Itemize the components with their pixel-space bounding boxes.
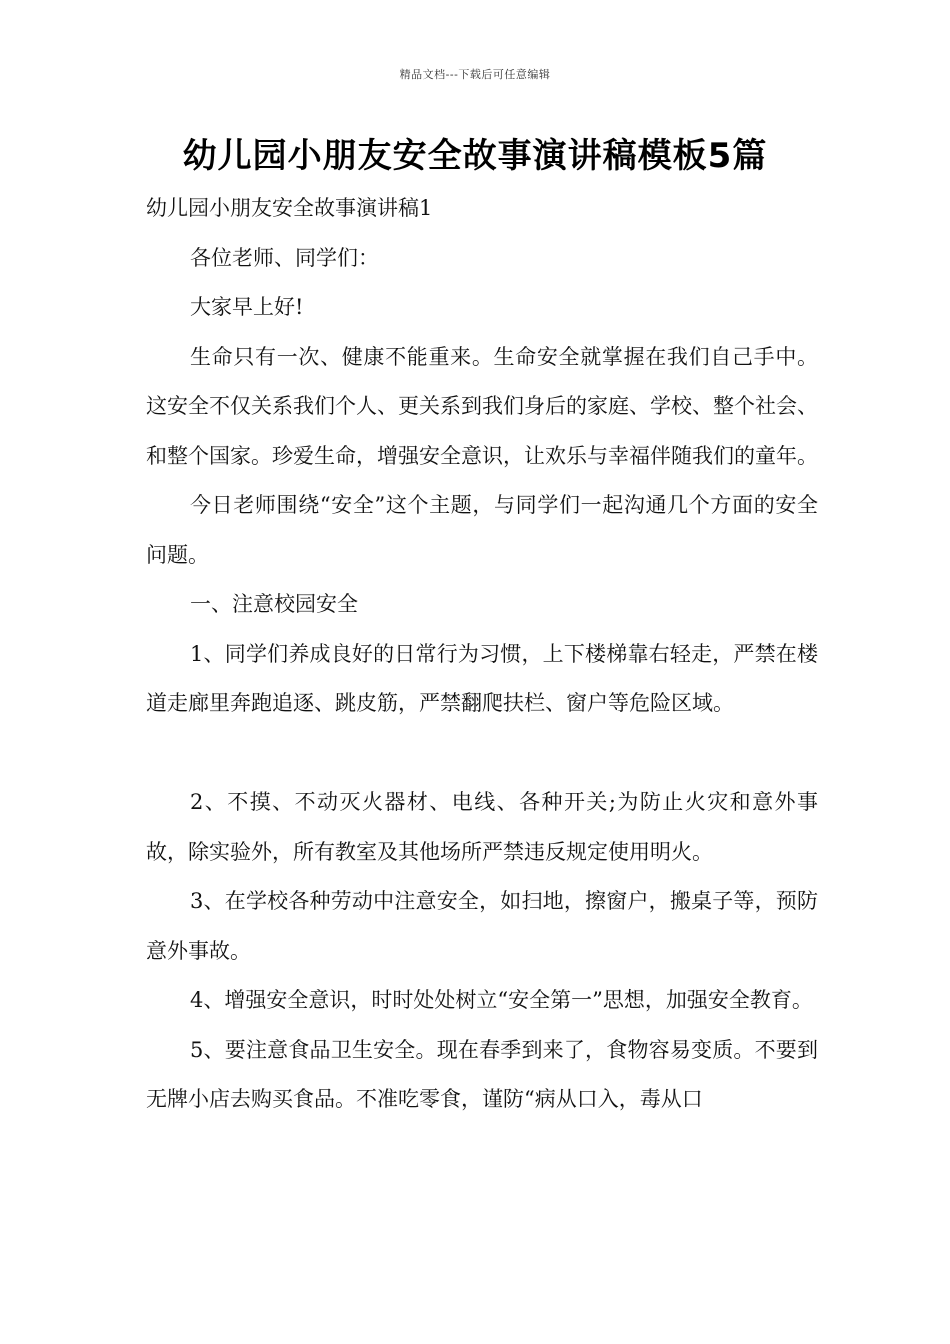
list-item-2: 2、不摸、不动灭火器材、电线、各种开关;为防止火灾和意外事故，除实验外，所有教室及其他场所严禁违反规定使用明火。 [146,790,818,864]
paragraph-topic: 今日老师围绕“安全”这个主题，与同学们一起沟通几个方面的安全问题。 [146,493,818,567]
document-body [146,184,818,1125]
header-note: 精品文档---下载后可任意编辑 [399,68,551,81]
paragraph-morning: 大家早上好! [190,295,304,319]
subheading-campus-safety: 一、注意校园安全 [190,592,358,616]
blank-line [146,729,818,779]
paragraph-life-safety: 生命只有一次、健康不能重来。生命安全就掌握在我们自己手中。这安全不仅关系我们个人、更关系到我们身后的家庭、学校、整个社会、和整个国家。珍爱生命，增强安全意识，让欢乐与幸福伴随我们的童年。 [146,344,818,468]
list-item-3: 3、在学校各种劳动中注意安全，如扫地，擦窗户，搬桌子等，预防意外事故。 [146,889,818,963]
document-title: 幼儿园小朋友安全故事演讲稿模板5篇 [182,136,768,176]
paragraph-greeting: 各位老师、同学们： [190,245,379,270]
list-item-4: 4、增强安全意识，时时处处树立“安全第一”思想，加强安全教育。 [190,988,813,1012]
section-heading: 幼儿园小朋友安全故事演讲稿1 [146,196,433,220]
list-item-5: 5、要注意食品卫生安全。现在春季到来了，食物容易变质。不要到无牌小店去购买食品。不准吃零食，谨防“病从口入，毒从口 [146,1037,818,1111]
list-item-1: 1、同学们养成良好的日常行为习惯，上下楼梯靠右轻走，严禁在楼道走廊里奔跑追逐、跳皮筋，严禁翻爬扶栏、窗户等危险区域。 [146,641,818,715]
